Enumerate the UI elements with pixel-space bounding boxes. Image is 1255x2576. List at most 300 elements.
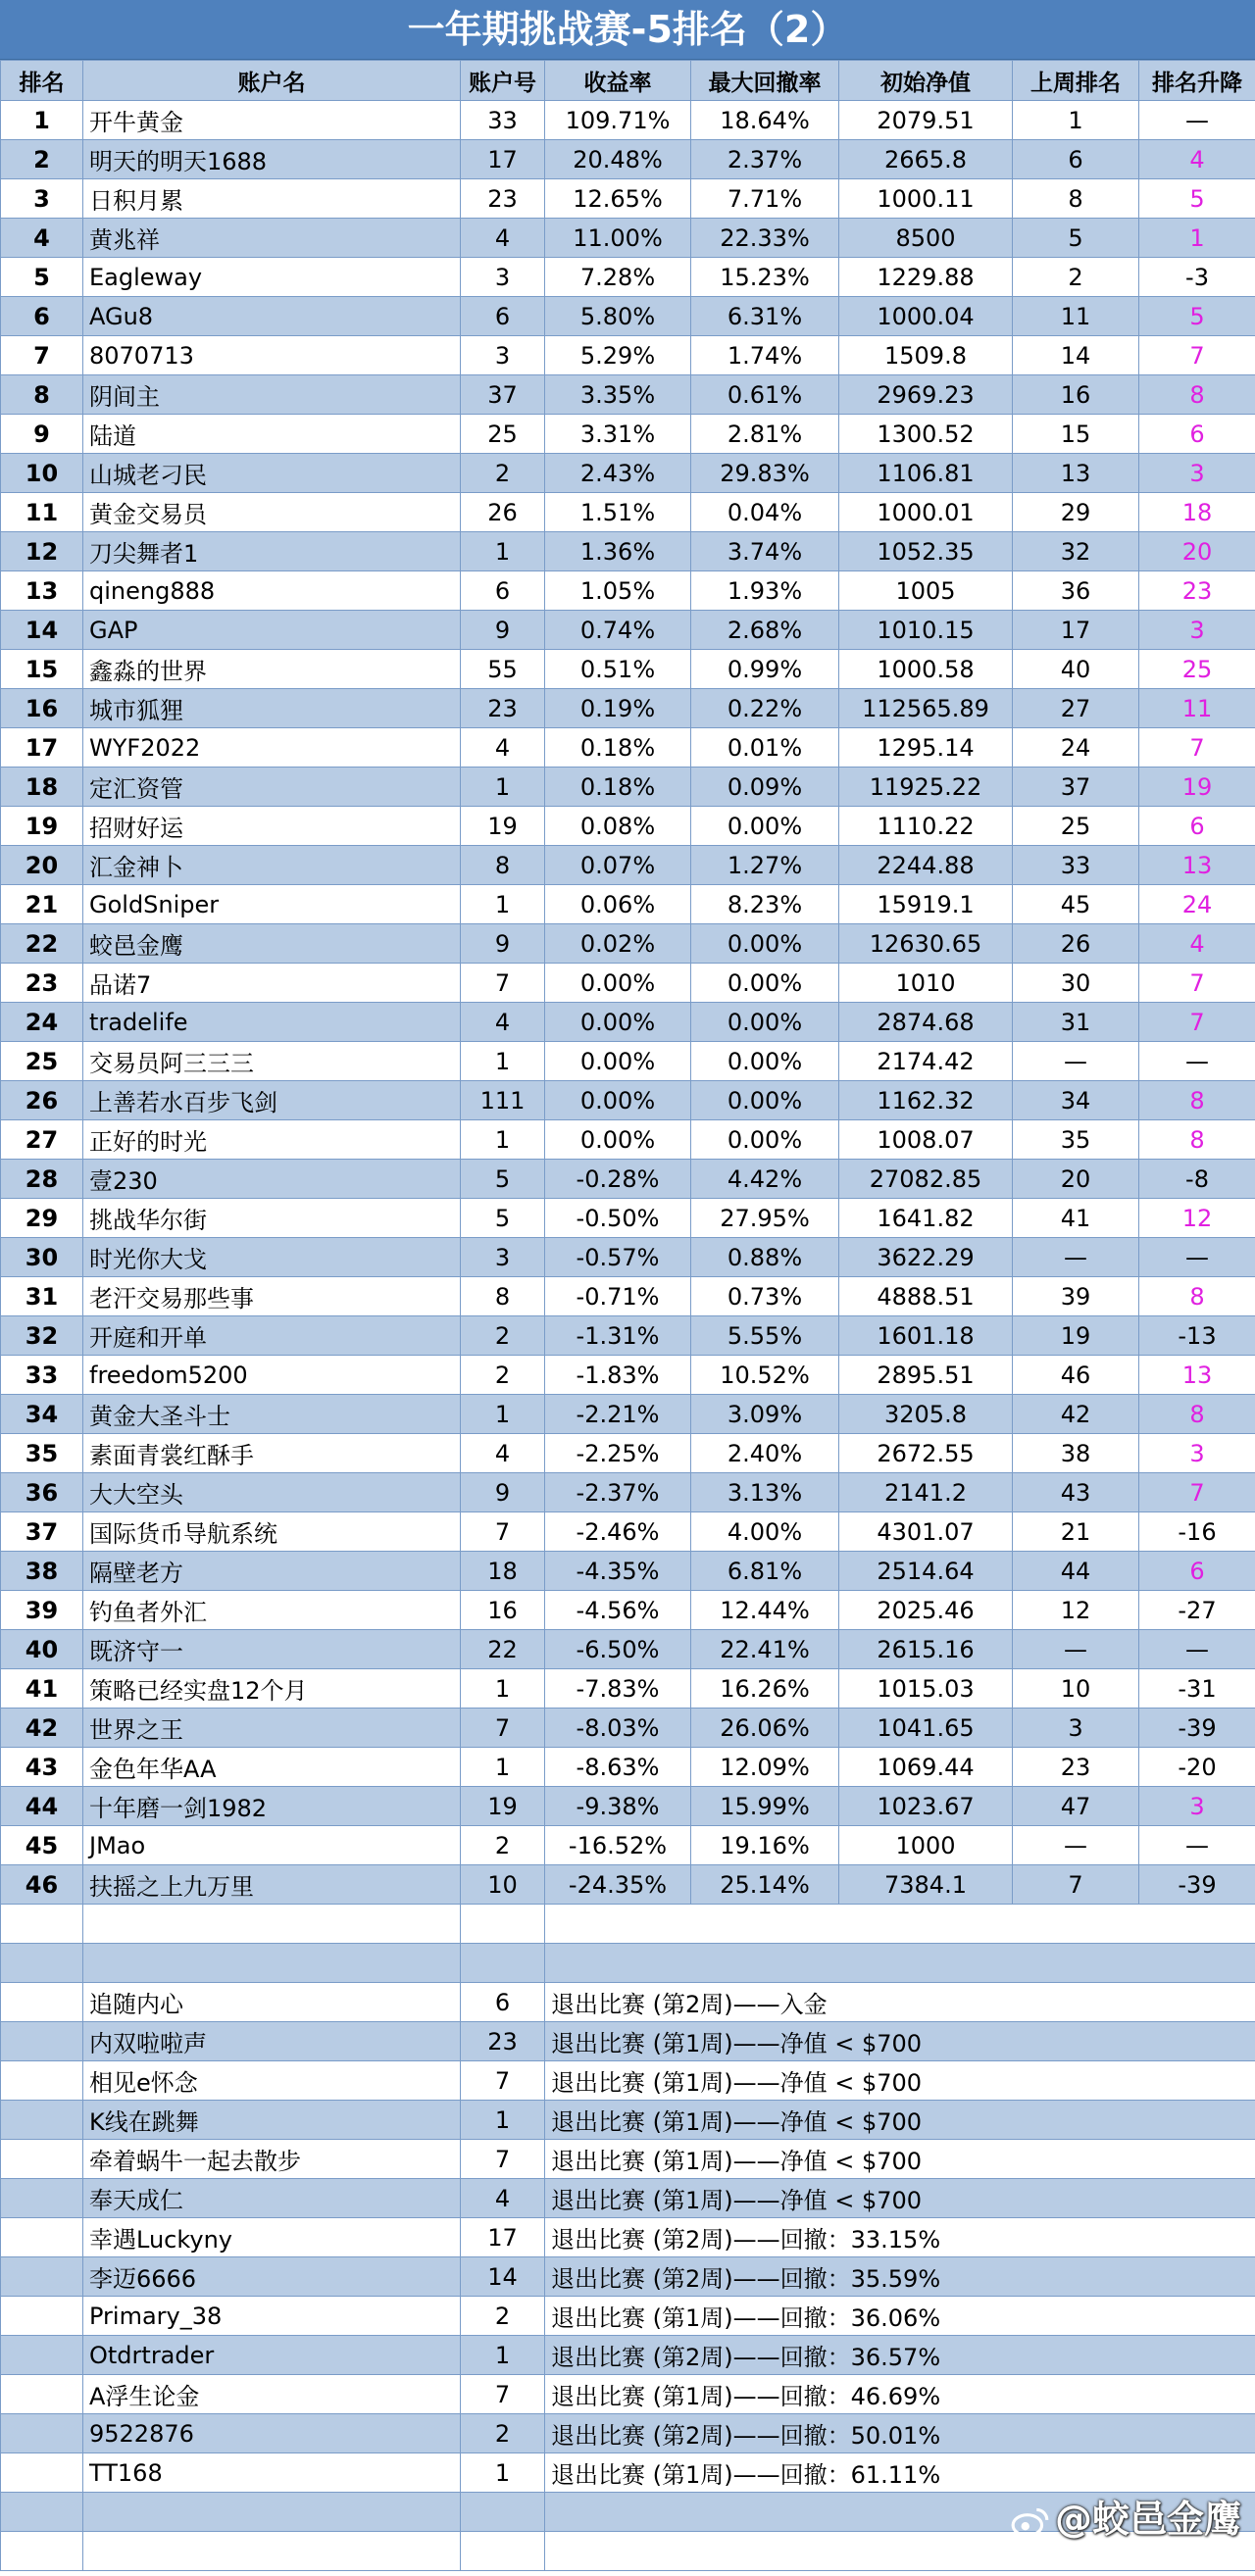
drawdown-cell: 0.01% <box>691 728 839 768</box>
rank-change-cell: 19 <box>1139 768 1255 807</box>
last-rank-cell: 45 <box>1013 885 1139 924</box>
return-cell: 5.80% <box>545 297 691 336</box>
drawdown-cell: 26.06% <box>691 1709 839 1748</box>
drawdown-cell: 8.23% <box>691 885 839 924</box>
account-name-cell: 黄金大圣斗士 <box>83 1395 461 1434</box>
account-name-cell: 陆道 <box>83 415 461 454</box>
rank-cell: 25 <box>1 1042 83 1081</box>
rank-change-cell: -16 <box>1139 1512 1255 1552</box>
account-name-cell: 招财好运 <box>83 807 461 846</box>
rank-cell: 1 <box>1 101 83 140</box>
table-row <box>1 571 1255 611</box>
drawdown-cell: 1.27% <box>691 846 839 885</box>
table-row <box>1 846 1255 885</box>
rank-change-cell: 23 <box>1139 571 1255 611</box>
drawdown-cell: 0.00% <box>691 1081 839 1120</box>
exit-row <box>1 1983 1255 2022</box>
rank-change-cell: 1 <box>1139 219 1255 258</box>
account-name-cell: 上善若水百步飞剑 <box>83 1081 461 1120</box>
account-name-cell: 交易员阿三三三 <box>83 1042 461 1081</box>
rank-cell: 15 <box>1 650 83 689</box>
return-cell: -9.38% <box>545 1787 691 1826</box>
exit-account-no-cell: 1 <box>461 2336 545 2375</box>
account-name-cell: 蛟邑金鹰 <box>83 924 461 964</box>
table-row <box>1 336 1255 375</box>
table-row <box>1 1120 1255 1160</box>
table-row <box>1 375 1255 415</box>
drawdown-cell: 22.33% <box>691 219 839 258</box>
account-no-cell: 23 <box>461 179 545 219</box>
rank-cell: 14 <box>1 611 83 650</box>
header-rank: 排名 <box>1 61 83 101</box>
last-rank-cell: 43 <box>1013 1473 1139 1512</box>
account-no-cell: 4 <box>461 1003 545 1042</box>
rank-change-cell: 8 <box>1139 1277 1255 1316</box>
drawdown-cell: 22.41% <box>691 1630 839 1669</box>
return-cell: 0.51% <box>545 650 691 689</box>
exit-reason-cell: 退出比赛 (第2周)——入金 <box>545 1983 1255 2022</box>
last-rank-cell: 3 <box>1013 1709 1139 1748</box>
rank-change-cell: -13 <box>1139 1316 1255 1356</box>
table-row <box>1 1081 1255 1120</box>
rank-change-cell: 6 <box>1139 415 1255 454</box>
table-row <box>1 1003 1255 1042</box>
rank-cell: 23 <box>1 964 83 1003</box>
header-account-no: 账户号 <box>461 61 545 101</box>
account-name-cell: 策略已经实盘12个月 <box>83 1669 461 1709</box>
account-name-cell: 既济守一 <box>83 1630 461 1669</box>
account-name-cell: 十年磨一剑1982 <box>83 1787 461 1826</box>
initial-equity-cell: 1641.82 <box>839 1199 1013 1238</box>
table-row <box>1 1316 1255 1356</box>
rank-change-cell: 11 <box>1139 689 1255 728</box>
exit-name-cell: 李迈6666 <box>83 2257 461 2297</box>
exit-reason-cell: 退出比赛 (第1周)——净值 < $700 <box>545 2022 1255 2061</box>
account-name-cell: 世界之王 <box>83 1709 461 1748</box>
rank-change-cell: -39 <box>1139 1709 1255 1748</box>
initial-equity-cell: 4301.07 <box>839 1512 1013 1552</box>
account-name-cell: 汇金神卜 <box>83 846 461 885</box>
rank-change-cell: — <box>1139 1238 1255 1277</box>
last-rank-cell: 38 <box>1013 1434 1139 1473</box>
last-rank-cell: 41 <box>1013 1199 1139 1238</box>
drawdown-cell: 6.81% <box>691 1552 839 1591</box>
last-rank-cell: — <box>1013 1826 1139 1865</box>
return-cell: 5.29% <box>545 336 691 375</box>
table-row <box>1 1473 1255 1512</box>
exit-blank-cell <box>1 2336 83 2375</box>
account-no-cell: 10 <box>461 1865 545 1905</box>
account-name-cell: 老汗交易那些事 <box>83 1277 461 1316</box>
initial-equity-cell: 1010 <box>839 964 1013 1003</box>
last-rank-cell: 1 <box>1013 101 1139 140</box>
return-cell: -6.50% <box>545 1630 691 1669</box>
table-row <box>1 1748 1255 1787</box>
rank-cell: 16 <box>1 689 83 728</box>
account-name-cell: 黄金交易员 <box>83 493 461 532</box>
table-row <box>1 964 1255 1003</box>
account-no-cell: 9 <box>461 1473 545 1512</box>
table-row <box>1 807 1255 846</box>
initial-equity-cell: 1010.15 <box>839 611 1013 650</box>
exit-name-cell: 9522876 <box>83 2414 461 2453</box>
account-name-cell: 8070713 <box>83 336 461 375</box>
exit-row <box>1 2179 1255 2218</box>
account-no-cell: 25 <box>461 415 545 454</box>
return-cell: -1.31% <box>545 1316 691 1356</box>
rank-cell: 5 <box>1 258 83 297</box>
blank-cell <box>1 2493 83 2532</box>
rank-change-cell: — <box>1139 101 1255 140</box>
account-name-cell: 金色年华AA <box>83 1748 461 1787</box>
exit-row <box>1 2414 1255 2453</box>
initial-equity-cell: 1023.67 <box>839 1787 1013 1826</box>
last-rank-cell: 20 <box>1013 1160 1139 1199</box>
rank-cell: 26 <box>1 1081 83 1120</box>
blank-cell <box>461 2493 545 2532</box>
account-no-cell: 18 <box>461 1552 545 1591</box>
rank-change-cell: 20 <box>1139 532 1255 571</box>
rank-cell: 43 <box>1 1748 83 1787</box>
exit-name-cell: Primary_38 <box>83 2297 461 2336</box>
initial-equity-cell: 2141.2 <box>839 1473 1013 1512</box>
exit-account-no-cell: 7 <box>461 2061 545 2101</box>
account-no-cell: 2 <box>461 1826 545 1865</box>
last-rank-cell: 7 <box>1013 1865 1139 1905</box>
account-name-cell: GAP <box>83 611 461 650</box>
rank-cell: 18 <box>1 768 83 807</box>
rank-change-cell: 5 <box>1139 297 1255 336</box>
return-cell: -0.57% <box>545 1238 691 1277</box>
last-rank-cell: 10 <box>1013 1669 1139 1709</box>
exit-name-cell: 奉天成仁 <box>83 2179 461 2218</box>
last-rank-cell: 21 <box>1013 1512 1139 1552</box>
drawdown-cell: 4.00% <box>691 1512 839 1552</box>
rank-cell: 27 <box>1 1120 83 1160</box>
initial-equity-cell: 1000 <box>839 1826 1013 1865</box>
account-no-cell: 2 <box>461 1316 545 1356</box>
initial-equity-cell: 2615.16 <box>839 1630 1013 1669</box>
initial-equity-cell: 2665.8 <box>839 140 1013 179</box>
rank-cell: 38 <box>1 1552 83 1591</box>
drawdown-cell: 0.00% <box>691 1120 839 1160</box>
rank-cell: 20 <box>1 846 83 885</box>
rank-cell: 29 <box>1 1199 83 1238</box>
account-no-cell: 5 <box>461 1199 545 1238</box>
exit-blank-cell <box>1 1983 83 2022</box>
table-row <box>1 1709 1255 1748</box>
exit-account-no-cell: 1 <box>461 2101 545 2140</box>
blank-cell <box>1 2532 83 2571</box>
drawdown-cell: 2.81% <box>691 415 839 454</box>
account-no-cell: 22 <box>461 1630 545 1669</box>
rank-change-cell: 6 <box>1139 807 1255 846</box>
table-row <box>1 1865 1255 1905</box>
drawdown-cell: 0.00% <box>691 807 839 846</box>
rank-change-cell: 7 <box>1139 964 1255 1003</box>
initial-equity-cell: 2244.88 <box>839 846 1013 885</box>
drawdown-cell: 15.23% <box>691 258 839 297</box>
last-rank-cell: 37 <box>1013 768 1139 807</box>
table-row <box>1 1238 1255 1277</box>
return-cell: 1.36% <box>545 532 691 571</box>
return-cell: 0.00% <box>545 964 691 1003</box>
account-name-cell: tradelife <box>83 1003 461 1042</box>
account-name-cell: Eagleway <box>83 258 461 297</box>
blank-cell <box>83 2493 461 2532</box>
return-cell: 0.18% <box>545 768 691 807</box>
last-rank-cell: 31 <box>1013 1003 1139 1042</box>
drawdown-cell: 0.99% <box>691 650 839 689</box>
account-name-cell: 隔壁老方 <box>83 1552 461 1591</box>
rank-change-cell: 3 <box>1139 611 1255 650</box>
drawdown-cell: 12.09% <box>691 1748 839 1787</box>
rank-change-cell: 8 <box>1139 375 1255 415</box>
rank-change-cell: -31 <box>1139 1669 1255 1709</box>
account-name-cell: 日积月累 <box>83 179 461 219</box>
last-rank-cell: 24 <box>1013 728 1139 768</box>
exit-row <box>1 2061 1255 2101</box>
sheet-title: 一年期挑战赛-5排名（2） <box>0 0 1255 60</box>
last-rank-cell: 40 <box>1013 650 1139 689</box>
table-row <box>1 454 1255 493</box>
initial-equity-cell: 2174.42 <box>839 1042 1013 1081</box>
initial-equity-cell: 4888.51 <box>839 1277 1013 1316</box>
rank-cell: 35 <box>1 1434 83 1473</box>
return-cell: -0.28% <box>545 1160 691 1199</box>
account-no-cell: 1 <box>461 532 545 571</box>
return-cell: 3.35% <box>545 375 691 415</box>
return-cell: 0.00% <box>545 1003 691 1042</box>
drawdown-cell: 25.14% <box>691 1865 839 1905</box>
account-no-cell: 3 <box>461 1238 545 1277</box>
return-cell: 20.48% <box>545 140 691 179</box>
initial-equity-cell: 1052.35 <box>839 532 1013 571</box>
account-name-cell: 开牛黄金 <box>83 101 461 140</box>
drawdown-cell: 0.73% <box>691 1277 839 1316</box>
exit-blank-cell <box>1 2218 83 2257</box>
account-no-cell: 7 <box>461 1512 545 1552</box>
return-cell: 0.02% <box>545 924 691 964</box>
exit-reason-cell: 退出比赛 (第1周)——净值 < $700 <box>545 2140 1255 2179</box>
initial-equity-cell: 1300.52 <box>839 415 1013 454</box>
last-rank-cell: 5 <box>1013 219 1139 258</box>
account-no-cell: 1 <box>461 768 545 807</box>
drawdown-cell: 0.00% <box>691 1003 839 1042</box>
rank-cell: 19 <box>1 807 83 846</box>
exit-body <box>1 1905 1255 2571</box>
exit-reason-cell: 退出比赛 (第1周)——回撤：46.69% <box>545 2375 1255 2414</box>
exit-row <box>1 2375 1255 2414</box>
initial-equity-cell: 1509.8 <box>839 336 1013 375</box>
table-row <box>1 179 1255 219</box>
exit-row <box>1 2453 1255 2493</box>
rank-cell: 11 <box>1 493 83 532</box>
table-row <box>1 1512 1255 1552</box>
account-no-cell: 1 <box>461 1748 545 1787</box>
exit-reason-cell: 退出比赛 (第1周)——回撤：36.06% <box>545 2297 1255 2336</box>
return-cell: 1.51% <box>545 493 691 532</box>
rank-cell: 39 <box>1 1591 83 1630</box>
last-rank-cell: 15 <box>1013 415 1139 454</box>
rank-change-cell: 4 <box>1139 924 1255 964</box>
rank-change-cell: 5 <box>1139 179 1255 219</box>
return-cell: 12.65% <box>545 179 691 219</box>
rank-change-cell: 13 <box>1139 1356 1255 1395</box>
last-rank-cell: 16 <box>1013 375 1139 415</box>
exit-account-no-cell: 2 <box>461 2297 545 2336</box>
drawdown-cell: 0.22% <box>691 689 839 728</box>
exit-blank-cell <box>1 2101 83 2140</box>
drawdown-cell: 2.37% <box>691 140 839 179</box>
last-rank-cell: 46 <box>1013 1356 1139 1395</box>
return-cell: 1.05% <box>545 571 691 611</box>
exit-blank-cell <box>1 2414 83 2453</box>
return-cell: 0.19% <box>545 689 691 728</box>
initial-equity-cell: 1041.65 <box>839 1709 1013 1748</box>
return-cell: 0.00% <box>545 1081 691 1120</box>
rank-cell: 4 <box>1 219 83 258</box>
exit-account-no-cell: 2 <box>461 2414 545 2453</box>
rank-cell: 9 <box>1 415 83 454</box>
exit-blank-cell <box>1 2061 83 2101</box>
rank-change-cell: -27 <box>1139 1591 1255 1630</box>
watermark <box>1010 2489 1241 2543</box>
rank-cell: 44 <box>1 1787 83 1826</box>
rank-cell: 12 <box>1 532 83 571</box>
table-row <box>1 493 1255 532</box>
account-name-cell: 鑫淼的世界 <box>83 650 461 689</box>
last-rank-cell: 34 <box>1013 1081 1139 1120</box>
account-name-cell: 阴间主 <box>83 375 461 415</box>
last-rank-cell: 42 <box>1013 1395 1139 1434</box>
exit-reason-cell: 退出比赛 (第2周)——回撤：35.59% <box>545 2257 1255 2297</box>
rank-change-cell: -20 <box>1139 1748 1255 1787</box>
account-name-cell: GoldSniper <box>83 885 461 924</box>
return-cell: -7.83% <box>545 1669 691 1709</box>
ranking-table <box>0 60 1255 2571</box>
rank-cell: 21 <box>1 885 83 924</box>
table-row <box>1 924 1255 964</box>
drawdown-cell: 0.04% <box>691 493 839 532</box>
drawdown-cell: 0.88% <box>691 1238 839 1277</box>
last-rank-cell: 44 <box>1013 1552 1139 1591</box>
return-cell: -2.21% <box>545 1395 691 1434</box>
rank-change-cell: 12 <box>1139 1199 1255 1238</box>
drawdown-cell: 29.83% <box>691 454 839 493</box>
return-cell: 7.28% <box>545 258 691 297</box>
drawdown-cell: 1.93% <box>691 571 839 611</box>
exit-blank-cell <box>1 2140 83 2179</box>
account-no-cell: 37 <box>461 375 545 415</box>
last-rank-cell: — <box>1013 1238 1139 1277</box>
account-no-cell: 2 <box>461 454 545 493</box>
drawdown-cell: 15.99% <box>691 1787 839 1826</box>
account-no-cell: 1 <box>461 1395 545 1434</box>
table-row <box>1 650 1255 689</box>
rank-change-cell: 3 <box>1139 1787 1255 1826</box>
account-no-cell: 1 <box>461 1120 545 1160</box>
drawdown-cell: 27.95% <box>691 1199 839 1238</box>
account-name-cell: 明天的明天1688 <box>83 140 461 179</box>
account-no-cell: 19 <box>461 1787 545 1826</box>
drawdown-cell: 2.68% <box>691 611 839 650</box>
drawdown-cell: 16.26% <box>691 1669 839 1709</box>
account-no-cell: 4 <box>461 219 545 258</box>
drawdown-cell: 12.44% <box>691 1591 839 1630</box>
exit-name-cell: A浮生论金 <box>83 2375 461 2414</box>
return-cell: -2.46% <box>545 1512 691 1552</box>
rank-change-cell: 18 <box>1139 493 1255 532</box>
exit-row <box>1 2257 1255 2297</box>
rank-change-cell: 8 <box>1139 1395 1255 1434</box>
last-rank-cell: 29 <box>1013 493 1139 532</box>
account-name-cell: AGu8 <box>83 297 461 336</box>
initial-equity-cell: 2079.51 <box>839 101 1013 140</box>
account-name-cell: 扶摇之上九万里 <box>83 1865 461 1905</box>
last-rank-cell: 26 <box>1013 924 1139 964</box>
return-cell: -4.56% <box>545 1591 691 1630</box>
table-row <box>1 140 1255 179</box>
table-row <box>1 689 1255 728</box>
last-rank-cell: 39 <box>1013 1277 1139 1316</box>
account-name-cell: 大大空头 <box>83 1473 461 1512</box>
last-rank-cell: 14 <box>1013 336 1139 375</box>
table-row <box>1 1669 1255 1709</box>
initial-equity-cell: 1295.14 <box>839 728 1013 768</box>
exit-blank-cell <box>1 2022 83 2061</box>
table-row <box>1 415 1255 454</box>
blank-cell <box>83 1905 461 1944</box>
last-rank-cell: 11 <box>1013 297 1139 336</box>
exit-name-cell: K线在跳舞 <box>83 2101 461 2140</box>
last-rank-cell: — <box>1013 1042 1139 1081</box>
last-rank-cell: 32 <box>1013 532 1139 571</box>
exit-row <box>1 2022 1255 2061</box>
return-cell: -2.25% <box>545 1434 691 1473</box>
rank-cell: 36 <box>1 1473 83 1512</box>
rank-change-cell: — <box>1139 1042 1255 1081</box>
last-rank-cell: 35 <box>1013 1120 1139 1160</box>
initial-equity-cell: 2969.23 <box>839 375 1013 415</box>
account-no-cell: 2 <box>461 1356 545 1395</box>
table-row <box>1 1395 1255 1434</box>
account-no-cell: 26 <box>461 493 545 532</box>
rank-change-cell: 7 <box>1139 1473 1255 1512</box>
blank-cell <box>545 1905 1255 1944</box>
table-row <box>1 1630 1255 1669</box>
account-no-cell: 9 <box>461 611 545 650</box>
table-row <box>1 728 1255 768</box>
account-no-cell: 4 <box>461 728 545 768</box>
header-row <box>1 61 1255 101</box>
exit-row <box>1 2140 1255 2179</box>
initial-equity-cell: 112565.89 <box>839 689 1013 728</box>
return-cell: 0.07% <box>545 846 691 885</box>
rank-change-cell: -8 <box>1139 1160 1255 1199</box>
table-row <box>1 1356 1255 1395</box>
drawdown-cell: 3.09% <box>691 1395 839 1434</box>
header-last-week-rank: 上周排名 <box>1013 61 1139 101</box>
table-row <box>1 219 1255 258</box>
return-cell: -2.37% <box>545 1473 691 1512</box>
account-no-cell: 23 <box>461 689 545 728</box>
exit-row <box>1 2218 1255 2257</box>
table-row <box>1 101 1255 140</box>
account-no-cell: 3 <box>461 336 545 375</box>
rank-change-cell: 24 <box>1139 885 1255 924</box>
account-no-cell: 1 <box>461 885 545 924</box>
